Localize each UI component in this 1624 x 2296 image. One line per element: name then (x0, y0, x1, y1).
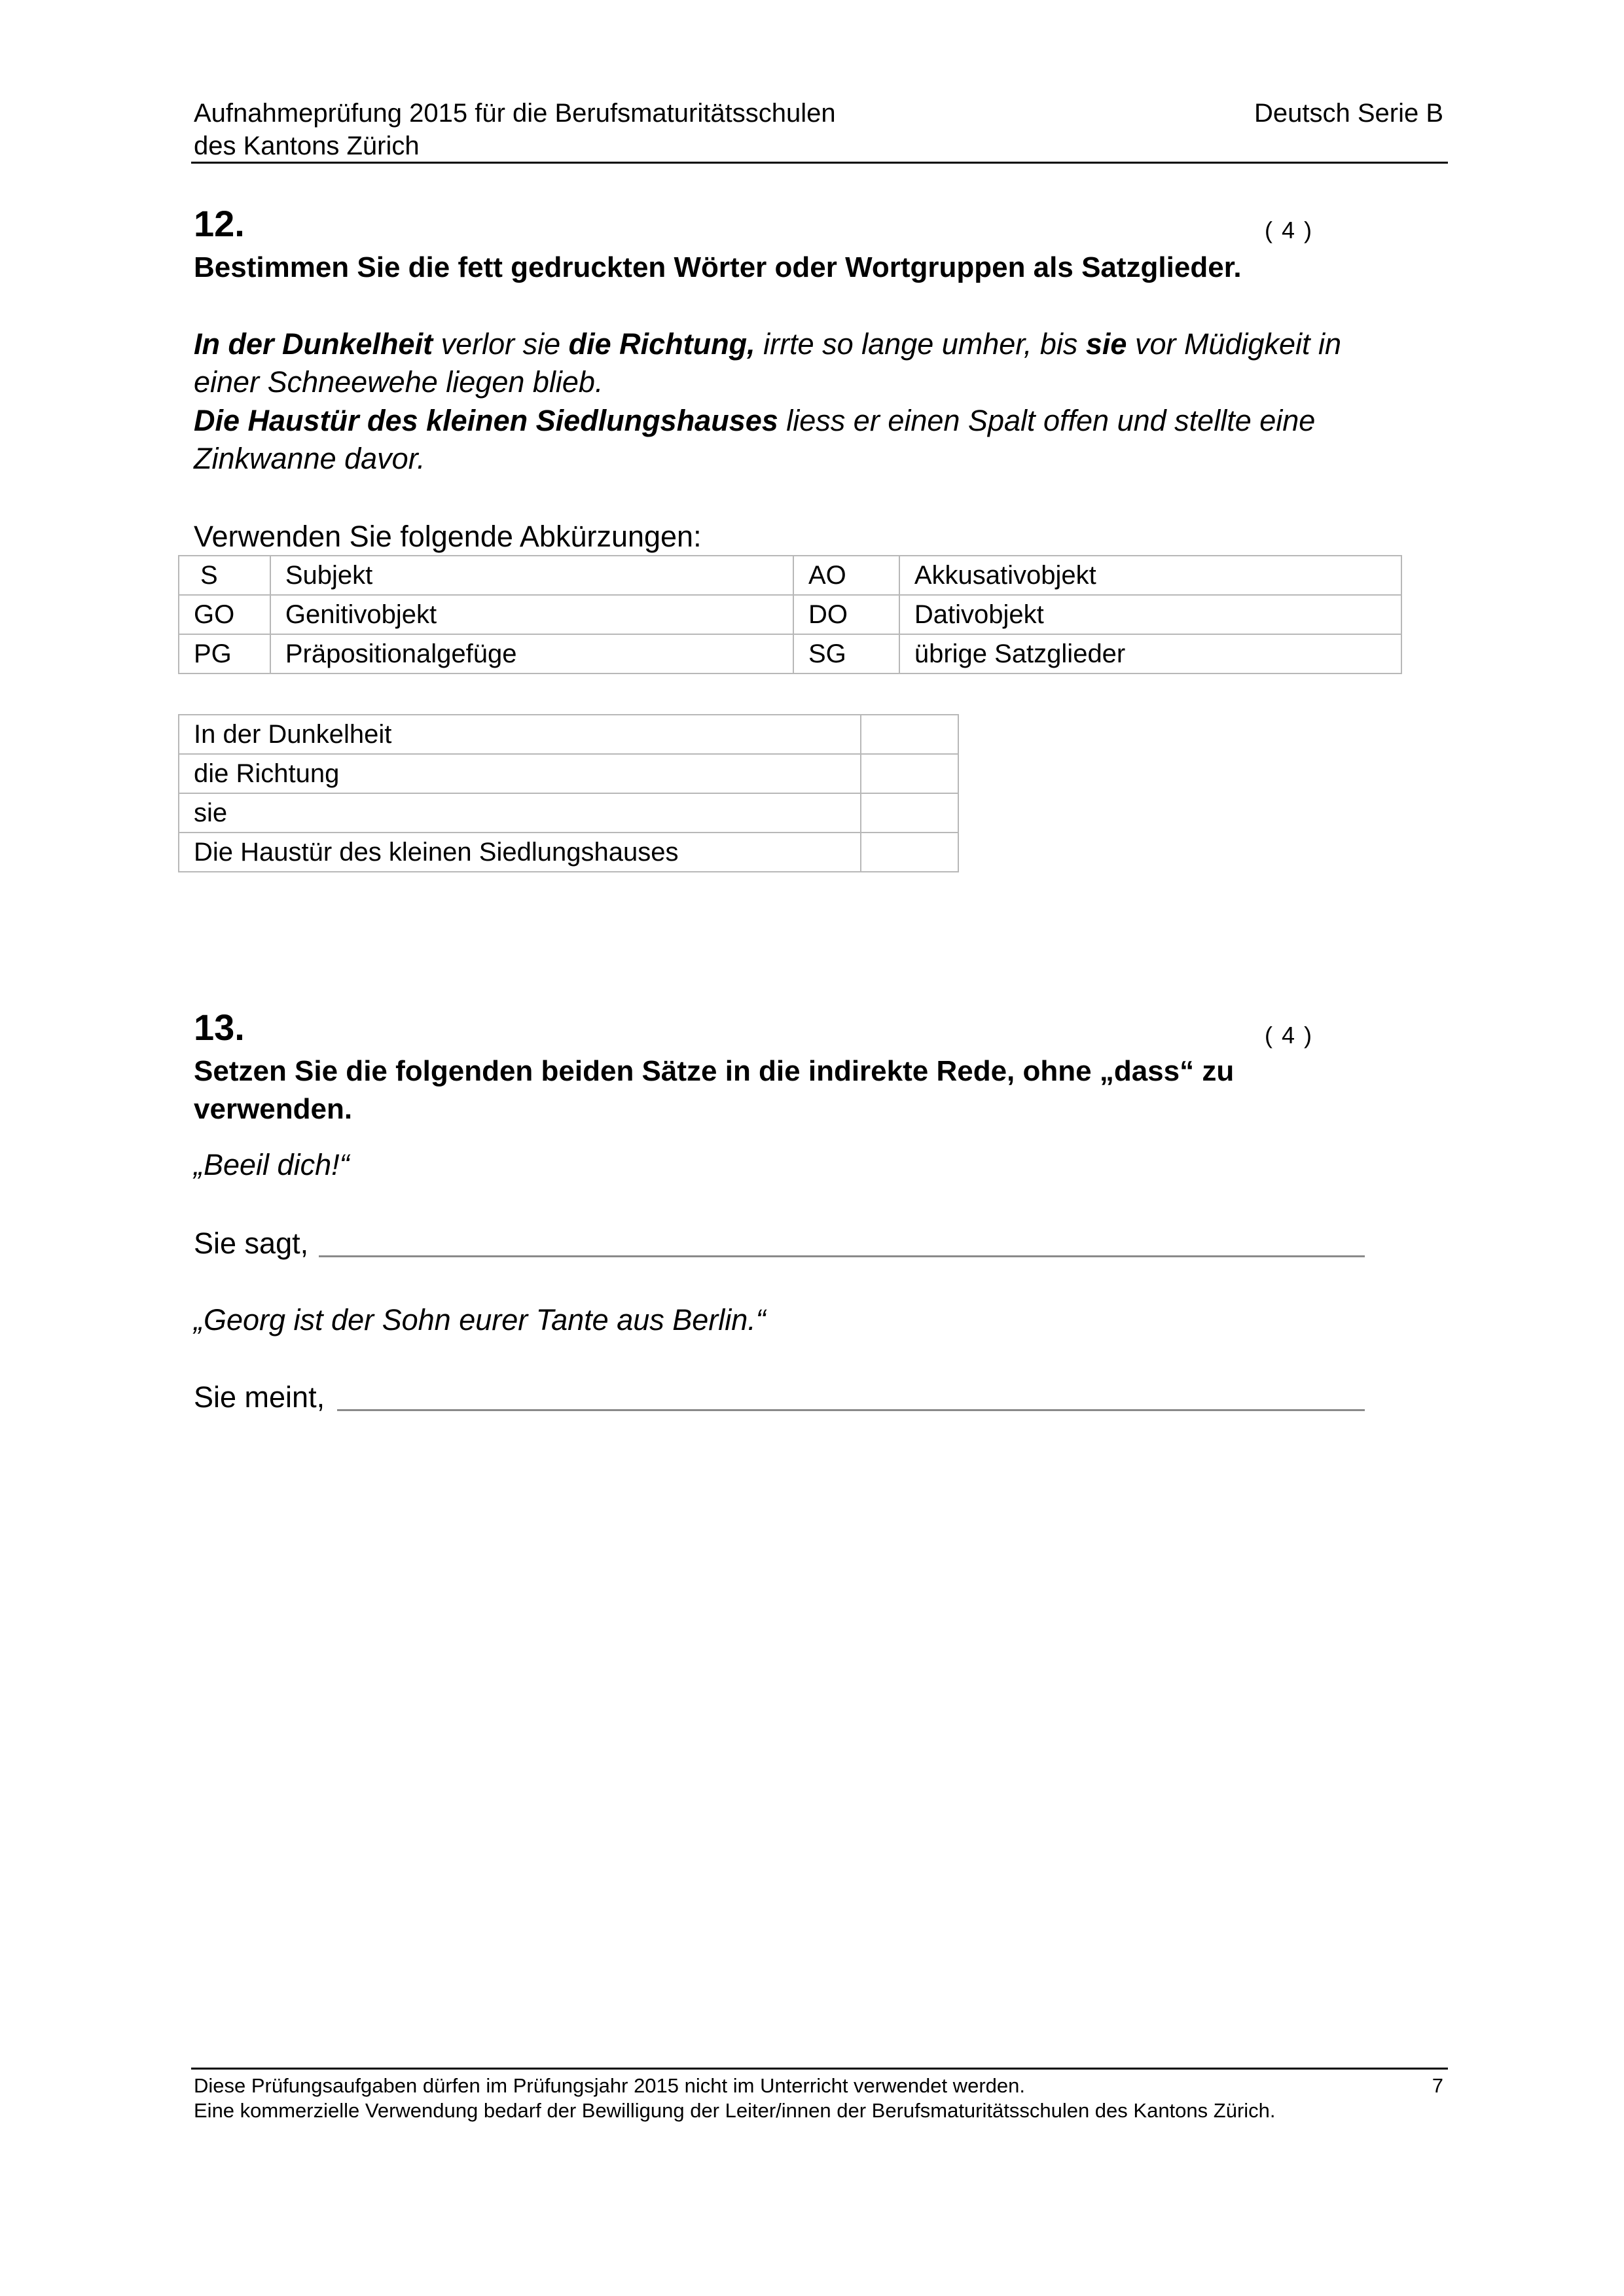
footer-divider (191, 2068, 1448, 2070)
abbr-code: PG (179, 634, 270, 673)
abbreviation-row (179, 634, 1401, 673)
answer-phrase: In der Dunkelheit (179, 715, 861, 754)
q12-bold-phrase-1: In der Dunkelheit (194, 327, 433, 361)
q12-text: vor Müdigkeit in (1127, 327, 1342, 361)
abbreviation-row (179, 595, 1401, 634)
q13-prompt-1: Sie sagt, (194, 1227, 309, 1260)
q12-instruction: Bestimmen Sie die fett gedruckten Wörter oder Wortgruppen als Satzglieder. (194, 251, 1242, 283)
q12-sentence-1 (194, 325, 1437, 401)
answer-table (178, 714, 959, 872)
q12-sentence-2-line1 (194, 402, 1437, 440)
header-divider (191, 162, 1448, 164)
q13-answer-line-1[interactable] (319, 1255, 1365, 1257)
abbr-code: DO (793, 595, 899, 634)
answer-row (179, 715, 958, 754)
footer-notice-line2: Eine kommerzielle Verwendung bedarf der Bewilligung der Leiter/innen der Berufsmaturitätsschulen des Kantons Zürich. (194, 2099, 1276, 2122)
answer-cell[interactable] (861, 833, 958, 872)
footer-notice (194, 2073, 1276, 2123)
abbr-label: Präpositionalgefüge (270, 634, 793, 673)
footer-notice-line1: Diese Prüfungsaufgaben dürfen im Prüfungsjahr 2015 nicht im Unterricht verwendet werden. (194, 2074, 1025, 2097)
q12-bold-phrase-4: Die Haustür des kleinen Siedlungshauses (194, 404, 778, 437)
header-title (194, 97, 836, 162)
q12-number: 12. (194, 203, 245, 244)
q13-instruction-line2: verwenden. (194, 1093, 353, 1125)
answer-cell[interactable] (861, 793, 958, 833)
header-subject: Deutsch Serie B (1254, 99, 1443, 128)
abbr-label: übrige Satzglieder (899, 634, 1401, 673)
header-title-line1: Aufnahmeprüfung 2015 für die Berufsmaturitätsschulen (194, 99, 836, 128)
q13-number: 13. (194, 1007, 245, 1048)
q12-sentence-2 (194, 402, 1437, 478)
answer-row (179, 833, 958, 872)
q12-text: irrte so lange umher, bis (755, 327, 1086, 361)
answer-phrase: sie (179, 793, 861, 833)
abbr-label: Dativobjekt (899, 595, 1401, 634)
answer-row (179, 793, 958, 833)
q12-text: verlor sie (433, 327, 569, 361)
answer-row (179, 754, 958, 793)
abbreviation-table (178, 555, 1402, 674)
abbreviation-row (179, 556, 1401, 595)
q12-points: ( 4 ) (1265, 217, 1314, 243)
abbr-code: GO (179, 595, 270, 634)
abbr-code: SG (793, 634, 899, 673)
page-number: 7 (1432, 2074, 1443, 2097)
q13-quote-2: „Georg ist der Sohn eurer Tante aus Berlin.“ (194, 1303, 766, 1336)
q12-sentence-1-line2: einer Schneewehe liegen blieb. (194, 365, 604, 399)
answer-phrase: Die Haustür des kleinen Siedlungshauses (179, 833, 861, 872)
q12-bold-phrase-3: sie (1085, 327, 1127, 361)
q13-instruction (194, 1052, 1234, 1128)
q13-prompt-2: Sie meint, (194, 1380, 325, 1414)
q12-bold-phrase-2: die Richtung, (568, 327, 755, 361)
q12-sentence-1-line1 (194, 325, 1437, 363)
q13-quote-1: „Beeil dich!“ (194, 1148, 350, 1181)
q12-sentence-2-line2: Zinkwanne davor. (194, 442, 425, 475)
abbr-code: AO (793, 556, 899, 595)
q13-answer-line-2[interactable] (337, 1409, 1365, 1411)
q13-points: ( 4 ) (1265, 1022, 1314, 1049)
answer-cell[interactable] (861, 754, 958, 793)
q13-instruction-line1: Setzen Sie die folgenden beiden Sätze in die indirekte Rede, ohne „dass“ zu (194, 1055, 1235, 1087)
answer-phrase: die Richtung (179, 754, 861, 793)
abbr-code: S (179, 556, 270, 595)
abbr-label: Genitivobjekt (270, 595, 793, 634)
q12-text: liess er einen Spalt offen und stellte eine (778, 404, 1316, 437)
answer-cell[interactable] (861, 715, 958, 754)
abbr-label: Akkusativobjekt (899, 556, 1401, 595)
header-title-line2: des Kantons Zürich (194, 132, 420, 160)
q12-abbr-intro: Verwenden Sie folgende Abkürzungen: (194, 520, 702, 553)
abbr-label: Subjekt (270, 556, 793, 595)
